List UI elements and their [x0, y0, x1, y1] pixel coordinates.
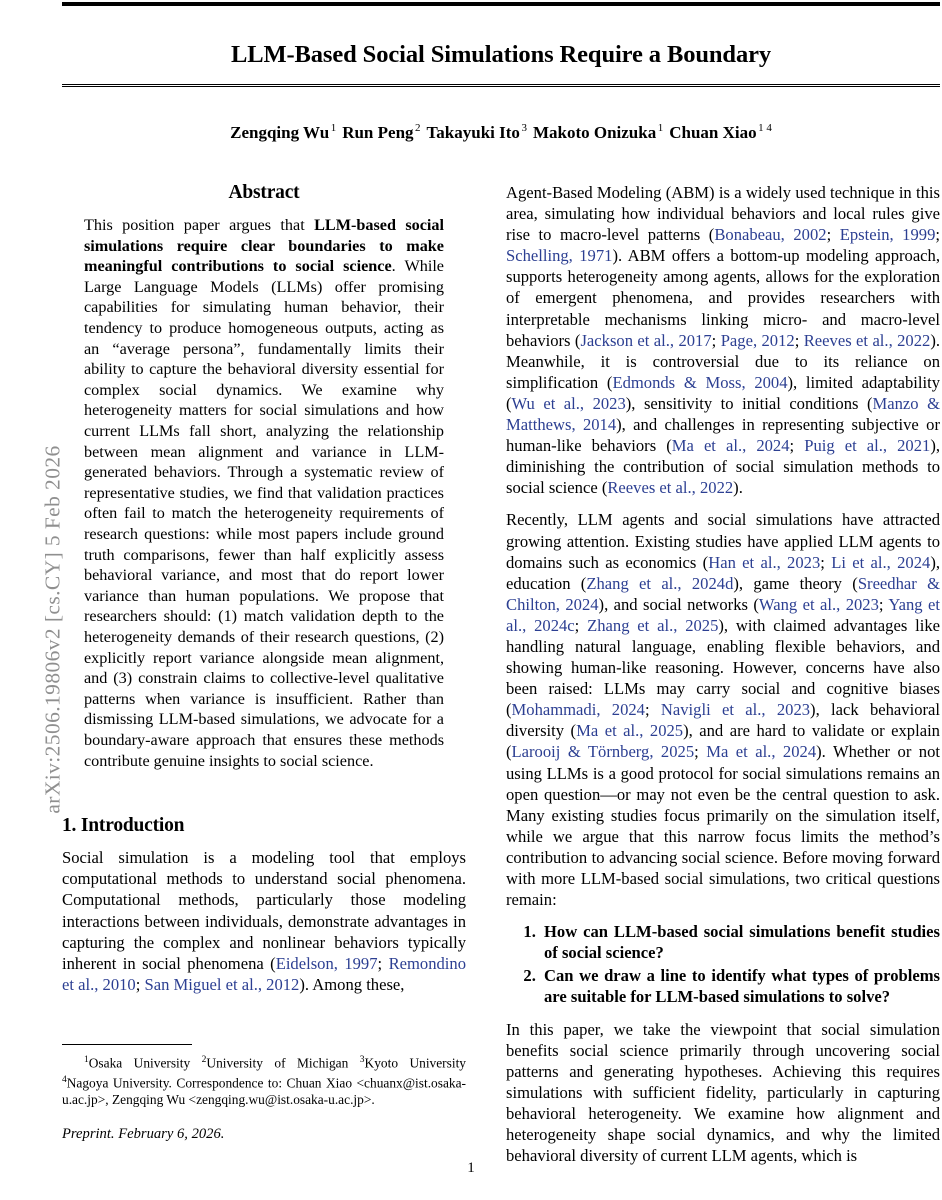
paragraph-llm-agents — [506, 509, 940, 910]
intro-seg-3: ; — [135, 974, 145, 994]
citation-wang-2023[interactable]: Wang et al., 2023 — [758, 594, 879, 614]
citation-page-2012[interactable]: Page, 2012 — [720, 330, 795, 350]
critical-question-item: 2. Can we draw a line to identify what types of problems are suitable for LLM-based simulations to solve? — [540, 965, 940, 1007]
abm-seg-5: ; — [711, 330, 721, 350]
abm-seg-9: ), sensitivity to initial conditions ( — [625, 393, 873, 413]
intro-seg-2: ; — [377, 953, 389, 973]
page-title: LLM-Based Social Simulations Require a Boundary — [230, 41, 772, 69]
critical-questions-list — [506, 921, 940, 1007]
author-affiliation-mark: 1 — [657, 122, 664, 134]
author-name: Zengqing Wu $^1$ — [230, 122, 337, 142]
citation-bonabeau-2002[interactable]: Bonabeau, 2002 — [714, 225, 827, 245]
left-column — [62, 182, 466, 995]
llm-seg-6: ; — [878, 594, 889, 614]
header-rule-top — [62, 2, 940, 6]
footnote-affiliation-mark: 3 — [359, 1055, 365, 1065]
abm-seg-12: ), diminishing the contribution of social simulation methods to social science ( — [506, 436, 940, 498]
intro-paragraph — [62, 847, 466, 995]
citation-ma-2024-b[interactable]: Ma et al., 2024 — [706, 742, 817, 762]
citation-li-2024[interactable]: Li et al., 2024 — [831, 552, 931, 572]
author-name: Run Peng $^2$ — [342, 122, 421, 142]
abstract-heading: Abstract — [228, 182, 300, 203]
abm-seg-11: ; — [789, 436, 805, 456]
critical-question-item: 1. How can LLM-based social simulations benefit studies of social science? — [540, 921, 940, 963]
abm-seg-10: ), and challenges in representing subjective or human-like behaviors ( — [506, 415, 940, 456]
footnote-affiliation-name: Osaka University — [88, 1055, 202, 1071]
llm-seg-1: Recently, LLM agents and social simulations have attracted growing attention. Existing studies have applied LLM agents to domains such as economics ( — [506, 510, 940, 572]
citation-ma-2025[interactable]: Ma et al., 2025 — [576, 721, 684, 741]
footnote-correspondence: Correspondence to: Chuan Xiao <chuanx@ist.osaka-u.ac.jp>, Zengqing Wu <zengqing.wu@ist.osaka-u.ac.jp>. — [62, 1075, 467, 1108]
citation-navigli-2023[interactable]: Navigli et al., 2023 — [660, 700, 811, 720]
citation-mohammadi-2024[interactable]: Mohammadi, 2024 — [511, 700, 645, 720]
author-name: Chuan Xiao $^{1 4}$ — [669, 122, 772, 142]
author-affiliation-mark: 2 — [415, 122, 421, 134]
abm-seg-3: ; — [935, 225, 940, 245]
llm-seg-12: ; — [694, 742, 707, 762]
llm-seg-4: ), game theory ( — [733, 573, 858, 593]
intro-seg-4: ). Among these, — [299, 974, 405, 994]
citation-puig-2021[interactable]: Puig et al., 2021 — [804, 436, 931, 456]
paragraph-abm — [506, 182, 940, 498]
llm-seg-13: ). Whether or not using LLMs is a good protocol for social simulations remains an open question—or may not even be the central question to ask. Many existing studies focus primarily on the simulation itself, while we argue that this narrow focus limits the method’s contribution to advancing social science. Before moving forward with more LLM-based social simulations, two critical questions remain: — [506, 742, 941, 910]
footnote-affiliation-mark: 4 — [62, 1075, 67, 1086]
preprint-note: Preprint. February 6, 2026. — [62, 1125, 225, 1142]
footnote-affiliation-mark: 1 — [84, 1055, 89, 1065]
llm-seg-8: ), with claimed advantages like handling natural language, enabling flexible behaviors, and showing human-like reasoning. However, concerns have also been raised: LLMs may carry social and cognitive biases ( — [506, 615, 940, 720]
abm-seg-13: ). — [733, 478, 743, 498]
footnote-block — [62, 1044, 466, 1143]
footnote-affiliation-mark: 2 — [201, 1055, 207, 1065]
abm-seg-1: Agent-Based Modeling (ABM) is a widely used technique in this area, simulating how individual behaviors and local rules give rise to macro-level patterns ( — [506, 183, 940, 245]
citation-han-2023[interactable]: Han et al., 2023 — [708, 552, 821, 572]
abstract-bold-lead: LLM-based social simulations require clear boundaries to make meaningful contributions to social science — [84, 216, 445, 276]
citation-epstein-1999[interactable]: Epstein, 1999 — [839, 225, 936, 245]
llm-seg-11: ), and are hard to validate or explain ( — [506, 721, 940, 762]
page-number: 1 — [467, 1160, 475, 1176]
citation-sreedhar-chilton-2024[interactable]: Sreedhar & Chilton, 2024 — [506, 573, 940, 614]
citation-yang-2024c[interactable]: Yang et al., 2024c — [506, 594, 940, 635]
author-name: Takayuki Ito $^3$ — [426, 122, 527, 142]
citation-eidelson-1997[interactable]: Eidelson, 1997 — [275, 953, 378, 973]
abstract-prefix: This position paper argues that — [84, 216, 315, 235]
footnote-rule — [62, 1044, 192, 1045]
abstract-body — [62, 215, 466, 771]
paragraph-viewpoint: In this paper, we take the viewpoint that social simulation benefits social science primarily through uncovering social patterns and generating hypotheses. Achieving this requires simulations with sufficient fidelity, particularly in capturing behavioral heterogeneity. We examine how alignment and heterogeneity shape social dynamics, and why the limited behavioral diversity of current LLM agents, which is — [506, 1019, 940, 1166]
footnote-affiliation-name: Kyoto University — [364, 1055, 466, 1071]
citation-reeves-2022-b[interactable]: Reeves et al., 2022 — [607, 478, 734, 498]
section-heading-introduction: 1. Introduction — [62, 815, 185, 837]
footnote-affiliation-name: University of Michigan — [206, 1055, 360, 1071]
citation-ma-2024-a[interactable]: Ma et al., 2024 — [671, 436, 790, 456]
llm-seg-9: ; — [644, 700, 661, 720]
citation-remondino-2010[interactable]: Remondino et al., 2010 — [62, 953, 466, 994]
footnote-affiliations — [62, 1052, 466, 1109]
abm-seg-7: ). Meanwhile, it is controversial due to its reliance on simplification ( — [506, 330, 941, 392]
intro-seg-1: Social simulation is a modeling tool that employs computational methods to understand social phenomena. Computational methods, particularly those modeling interactions between individuals, demonstrate advantages in capturing the complex and nonlinear behaviors typically inherent in social phenomena ( — [62, 848, 466, 973]
header-rule-under-title — [62, 84, 940, 85]
citation-zhang-2025[interactable]: Zhang et al., 2025 — [587, 615, 719, 635]
author-list — [62, 122, 940, 143]
right-column — [506, 182, 940, 1166]
abm-seg-6: ; — [794, 330, 804, 350]
abm-seg-2: ; — [826, 225, 840, 245]
abstract-rest: . While Large Language Models (LLMs) offer promising capabilities for simulating human behavior, their tendency to produce homogeneous outputs, acting as an “average persona”, fundamentally limits their ability to capture the behavioral diversity essential for complex social dynamics. We examine why heterogeneity matters for social simulations and how current LLMs fall short, analyzing the relationship between mean alignment and variance in LLM-generated behaviors. Through a systematic review of representative studies, we find that validation practices often fail to match the heterogeneity requirements of research questions: while most papers include ground truth comparisons, fewer than half explicitly assess behavioral variance, and most that do report lower variance than human populations. We propose that researchers should: (1) match validation depth to the heterogeneity demands of their research questions, (2) explicitly report variance alongside mean alignment, and (3) constrain claims to collective-level qualitative patterns when variance is insufficient. Rather than dismissing LLM-based simulations, we advocate for a boundary-aware approach that ensures these methods contribute genuine insights to social science. — [84, 257, 444, 770]
footnote-affiliation-name: Nagoya University. — [66, 1075, 172, 1091]
author-name: Makoto Onizuka $^1$ — [532, 122, 664, 142]
llm-seg-3: ), education ( — [506, 552, 940, 593]
citation-wu-2023[interactable]: Wu et al., 2023 — [511, 393, 626, 413]
llm-seg-2: ; — [820, 552, 832, 572]
author-affiliation-mark: 3 — [521, 122, 527, 134]
citation-reeves-2022-a[interactable]: Reeves et al., 2022 — [803, 330, 931, 350]
citation-jackson-2017[interactable]: Jackson et al., 2017 — [580, 330, 712, 350]
author-affiliation-mark: 1 4 — [758, 122, 772, 134]
abm-seg-4: ). ABM offers a bottom-up modeling approach, supports heterogeneity among agents, allows for the exploration of emergent phenomena, and provides researchers with interpretable mechanisms linking micro- and macro-level behaviors ( — [506, 246, 940, 350]
citation-zhang-2024d[interactable]: Zhang et al., 2024d — [586, 573, 734, 593]
citation-edmonds-moss-2004[interactable]: Edmonds & Moss, 2004 — [612, 372, 788, 392]
author-affiliation-mark: 1 — [330, 122, 337, 134]
abm-seg-8: ), limited adaptability ( — [506, 372, 940, 413]
arxiv-identifier-stamp: arXiv:2506.19806v2 [cs.CY] 5 Feb 2026 — [40, 445, 65, 814]
citation-larooij-tornberg-2025[interactable]: Larooij & Törnberg, 2025 — [511, 742, 695, 762]
citation-schelling-1971[interactable]: Schelling, 1971 — [506, 246, 613, 266]
citation-san-miguel-2012[interactable]: San Miguel et al., 2012 — [144, 974, 300, 994]
llm-seg-5: ), and social networks ( — [598, 594, 759, 614]
citation-manzo-matthews-2014[interactable]: Manzo & Matthews, 2014 — [506, 393, 940, 435]
llm-seg-10: ), lack behavioral diversity ( — [506, 700, 941, 741]
llm-seg-7: ; — [574, 615, 588, 635]
